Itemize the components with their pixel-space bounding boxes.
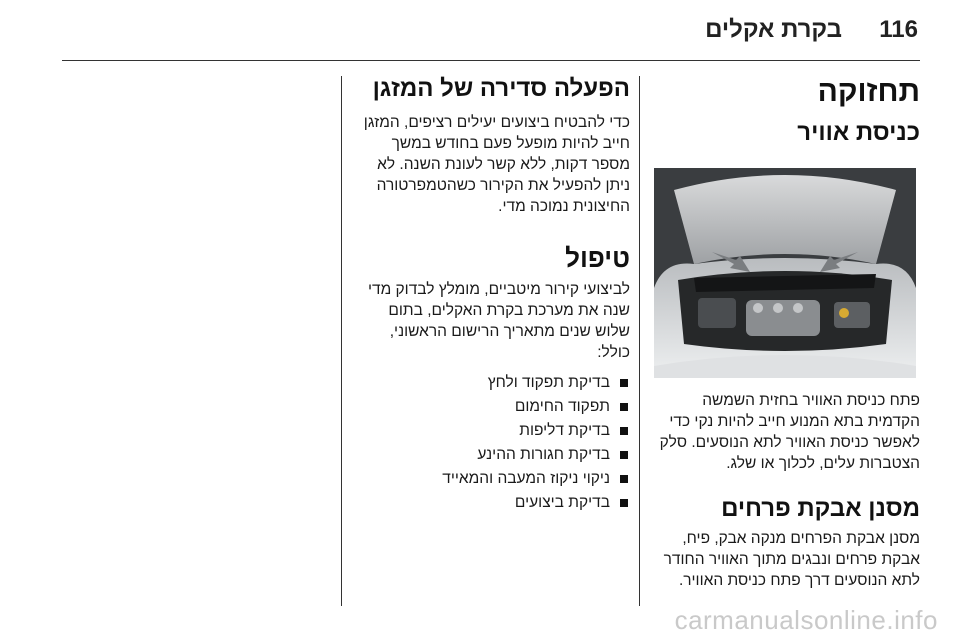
list-item-text: תפקוד החימום <box>514 398 610 415</box>
list-item <box>354 419 630 443</box>
square-bullet-icon <box>620 499 628 507</box>
service-heading: טיפול <box>565 243 630 273</box>
ac-operation-heading: הפעלה סדירה של המזגן <box>372 75 630 102</box>
square-bullet-icon <box>620 379 628 387</box>
square-bullet-icon <box>620 403 628 411</box>
list-item <box>354 491 630 515</box>
air-intake-heading: כניסת אוויר <box>797 119 920 146</box>
list-item-text: בדיקת ביצועים <box>514 494 610 511</box>
square-bullet-icon <box>620 427 628 435</box>
list-item <box>354 395 630 419</box>
section-title: בקרת אקלים <box>705 16 842 43</box>
square-bullet-icon <box>620 451 628 459</box>
list-item <box>354 467 630 491</box>
engine-bay-photo <box>654 168 916 378</box>
header-rule <box>62 60 920 61</box>
ac-operation-paragraph: כדי להבטיח ביצועים יעילים רציפים, המזגן חייב להיות מופעל פעם בחודש במשך מספר דקות, ללא קשר לעונת השנה. לא ניתן להפעיל את הקירור כשהטמפרטורה החיצונית נמוכה מדי. <box>363 114 630 215</box>
list-item-text: בדיקת דליפות <box>519 422 610 439</box>
page-header <box>0 0 960 62</box>
maintenance-heading: תחזוקה <box>817 75 920 108</box>
air-intake-paragraph: פתח כניסת האוויר בחזית השמשה הקדמית בתא המנוע חייב להיות נקי כדי לאפשר כניסת האוויר לתא הנוסעים. סלק הצטברות עלים, לכלוך או שלג. <box>659 392 920 472</box>
service-checklist <box>354 371 630 515</box>
square-bullet-icon <box>620 475 628 483</box>
column-divider-left <box>341 76 342 606</box>
watermark: carmanualsonline.info <box>674 605 938 635</box>
right-column <box>652 74 920 591</box>
engine-bay-illustration <box>654 168 916 378</box>
page-number: 116 <box>879 16 918 43</box>
column-divider-right <box>639 76 640 606</box>
pollen-filter-paragraph: מסנן אבקת הפרחים מנקה אבק, פיח, אבקת פרחים ונבגים מתוך האוויר החודר לתא הנוסעים דרך פתח כניסת האוויר. <box>663 530 920 589</box>
list-item-text: ניקוי ניקוז המעבה והמאייד <box>442 470 610 487</box>
list-item <box>354 443 630 467</box>
middle-column <box>354 74 630 515</box>
pollen-filter-heading: מסנן אבקת פרחים <box>721 495 920 522</box>
service-paragraph: לביצועי קירור מיטביים, מומלץ לבדוק מדי שנה את מערכת בקרת האקלים, בתום שלוש שנים מתאריך הרישום הראשוני, כולל: <box>367 281 630 361</box>
list-item-text: בדיקת תפקוד ולחץ <box>487 374 610 391</box>
list-item-text: בדיקת חגורות ההינע <box>477 446 610 463</box>
list-item <box>354 371 630 395</box>
